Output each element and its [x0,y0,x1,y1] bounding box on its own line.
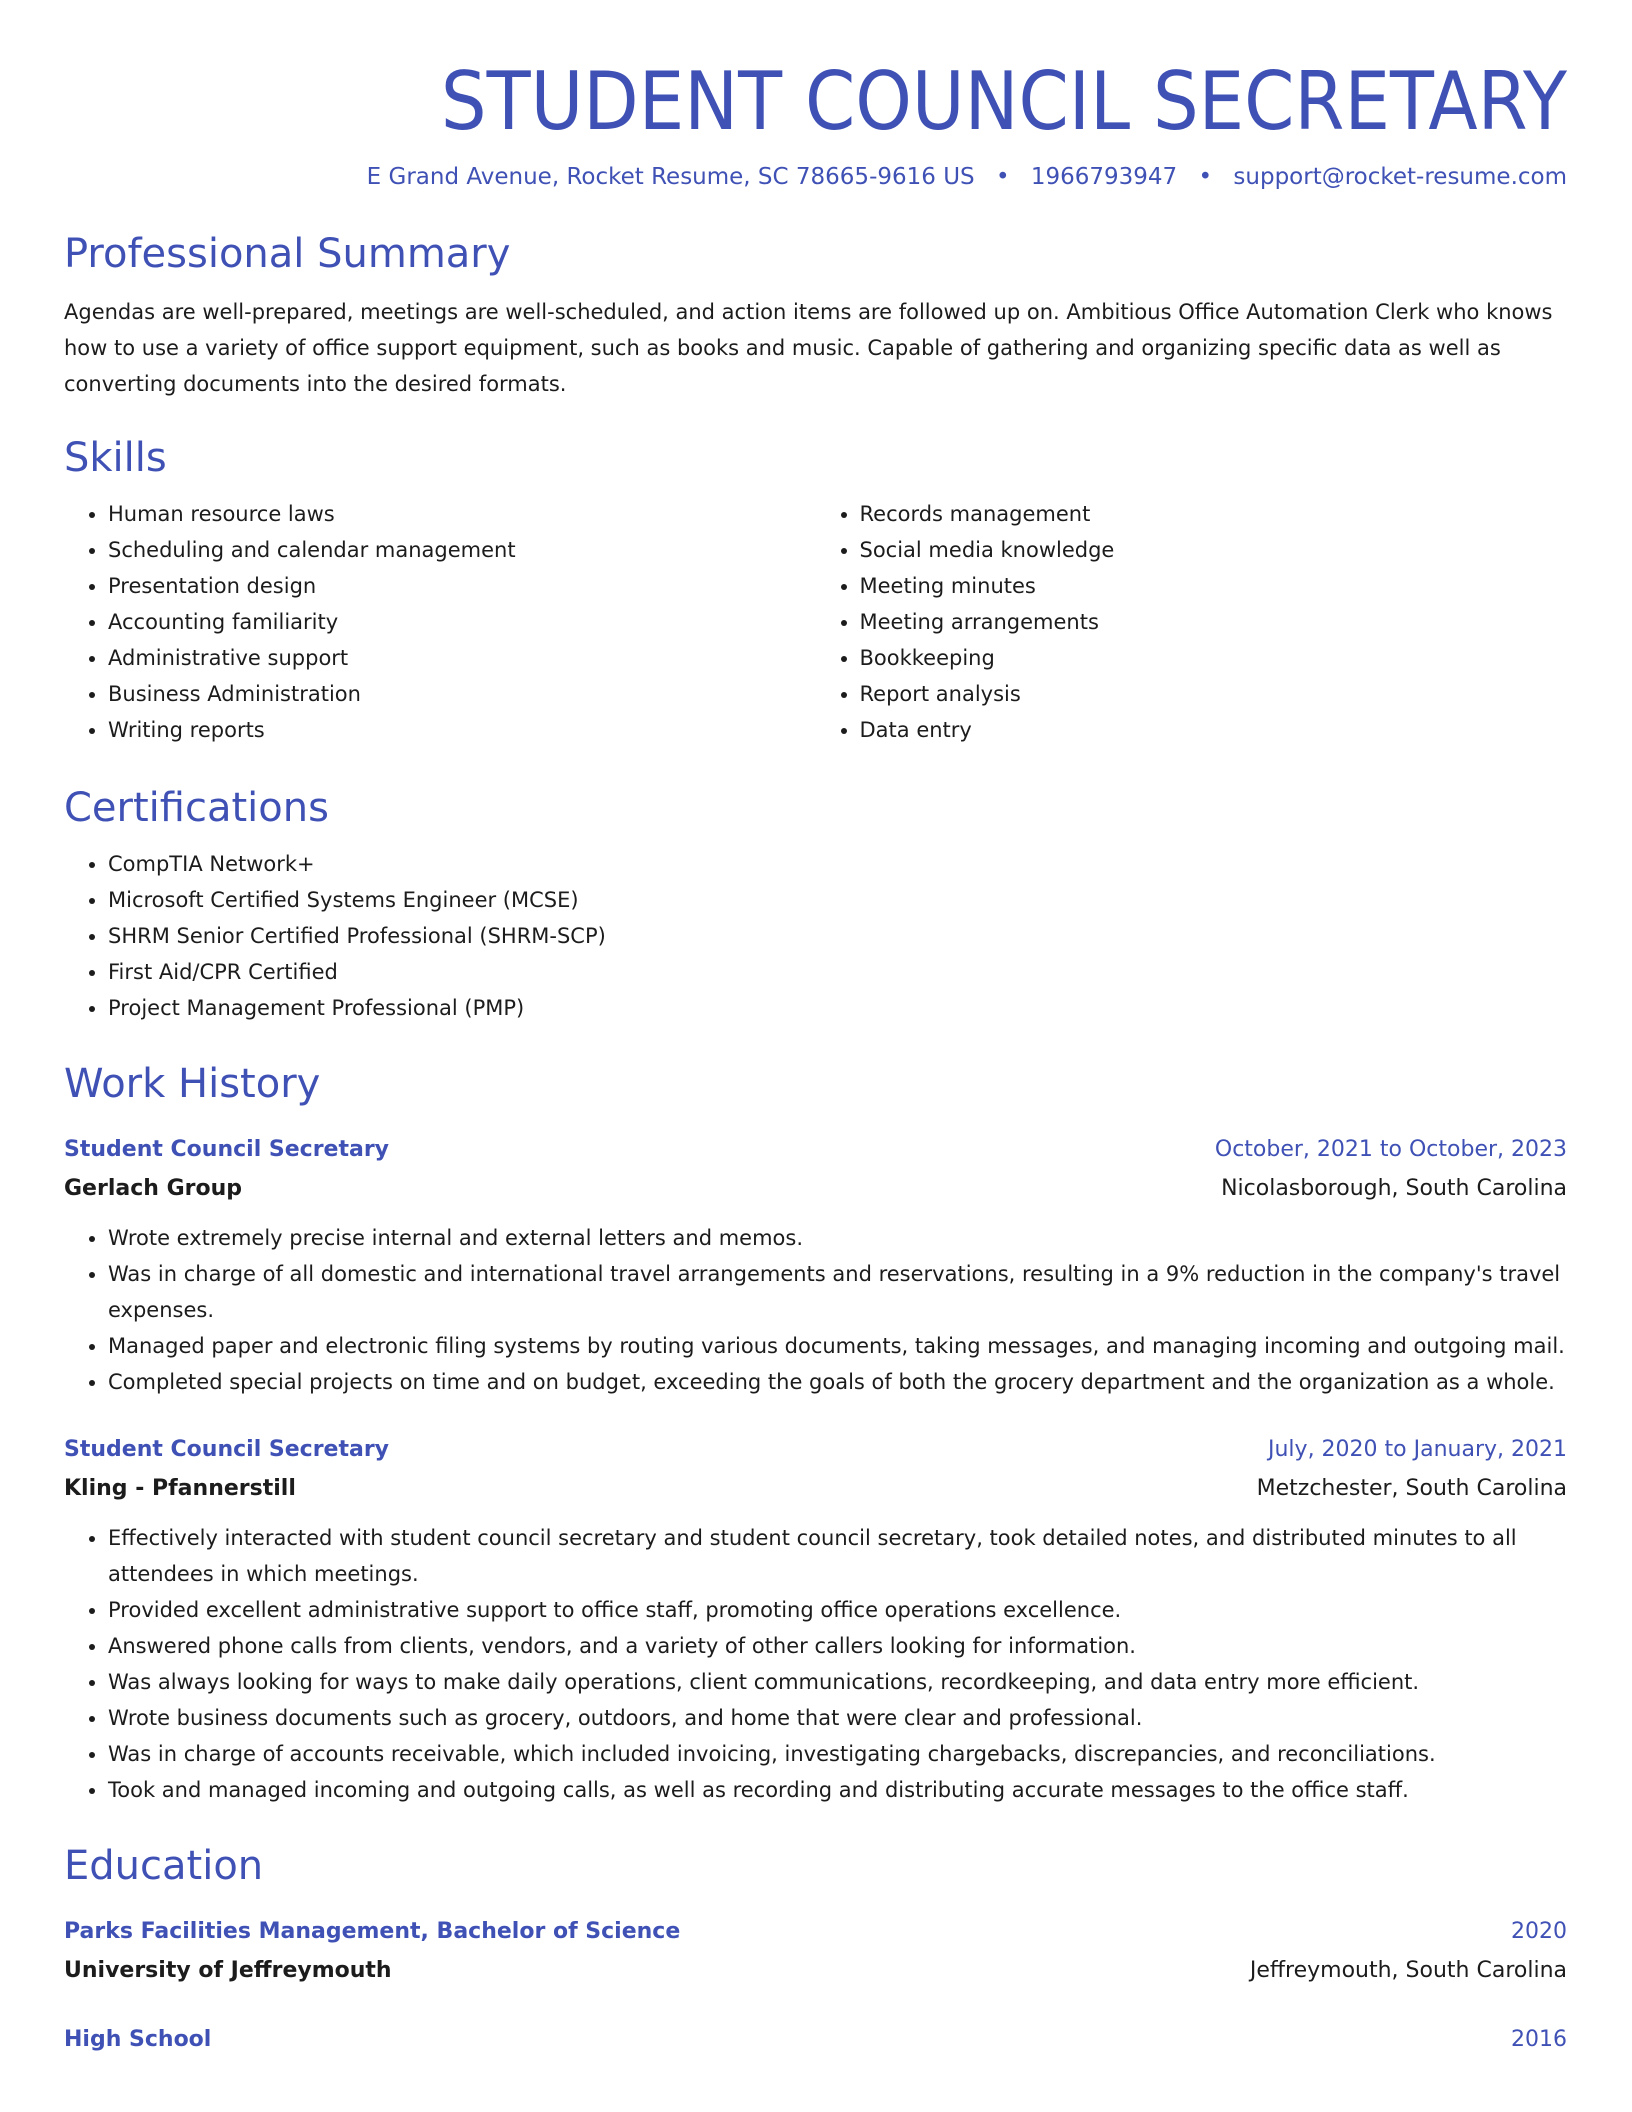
job-bullets [64,1520,1567,1808]
education-entry [64,1912,1567,1990]
skill-item: • Meeting minutes [860,568,1568,604]
contact-separator: • [1198,164,1213,190]
education-degree: Parks Facilities Management, Bachelor of Science [64,1919,681,1944]
summary-section [64,228,1567,402]
skill-item: • Human resource laws [108,496,816,532]
job-bullet: • Was in charge of all domestic and international travel arrangements and reservations, resulting in a 9% reduction in the company's travel expenses. [108,1256,1567,1328]
skill-item: • Data entry [860,712,1568,748]
skill-item: • Records management [860,496,1568,532]
education-degree: High School [64,2027,212,2052]
skill-item: • Accounting familiarity [108,604,816,640]
skill-item: • Bookkeeping [860,640,1568,676]
job-entry [64,1130,1567,1400]
education-school: University of Jeffreymouth [64,1958,392,1983]
skills-right-column [816,496,1568,748]
certification-item: • First Aid/CPR Certified [108,954,1567,990]
job-header-row [64,1430,1567,1470]
certifications-list [64,846,1567,1026]
job-location: Nicolasborough, South Carolina [1221,1176,1567,1201]
skill-item: • Social media knowledge [860,532,1568,568]
education-entry [64,2020,1567,2060]
summary-heading: Professional Summary [64,231,511,277]
job-dates: October, 2021 to October, 2023 [1214,1137,1567,1162]
job-bullet: • Was always looking for ways to make daily operations, client communications, recordkeeping, and data entry more efficient. [108,1664,1567,1700]
certification-item: • Microsoft Certified Systems Engineer (MCSE) [108,882,1567,918]
education-location: Jeffreymouth, South Carolina [1249,1958,1567,1983]
education-heading: Education [64,1843,264,1889]
skills-left-column [64,496,816,748]
skill-item: • Meeting arrangements [860,604,1568,640]
job-company-row [64,1170,1567,1208]
job-location: Metzchester, South Carolina [1256,1476,1567,1501]
job-title: Student Council Secretary [64,1137,390,1162]
work-history-section [64,1058,1567,1808]
job-company-row [64,1470,1567,1508]
skill-item: • Scheduling and calendar management [108,532,816,568]
job-bullet: • Managed paper and electronic filing systems by routing various documents, taking messages, and managing incoming and outgoing mail. [108,1328,1567,1364]
contact-separator: • [995,164,1010,190]
skills-heading: Skills [64,435,167,481]
skills-section [64,432,1567,748]
job-entry [64,1430,1567,1808]
contact-phone: 1966793947 [1030,164,1178,190]
education-school-row [64,1952,1567,1990]
work-history-heading: Work History [64,1061,321,1107]
certification-item: • CompTIA Network+ [108,846,1567,882]
job-bullet: • Provided excellent administrative support to office staff, promoting office operations excellence. [108,1592,1567,1628]
job-bullet: • Completed special projects on time and on budget, exceeding the goals of both the grocery department and the organization as a whole. [108,1364,1567,1400]
certification-item: • SHRM Senior Certified Professional (SHRM-SCP) [108,918,1567,954]
skills-grid [64,496,1567,748]
job-bullets [64,1220,1567,1400]
skill-item: • Report analysis [860,676,1568,712]
education-year: 2016 [1511,2027,1567,2052]
job-dates: July, 2020 to January, 2021 [1268,1437,1567,1462]
skill-item: • Writing reports [108,712,816,748]
contact-line [64,160,1567,194]
resume-header [64,0,1567,194]
job-bullet: • Answered phone calls from clients, vendors, and a variety of other callers looking for information. [108,1628,1567,1664]
education-header-row [64,2020,1567,2060]
job-company: Kling - Pfannerstill [64,1476,296,1501]
education-header-row [64,1912,1567,1952]
job-bullet: • Was in charge of accounts receivable, which included invoicing, investigating chargebacks, discrepancies, and reconciliations. [108,1736,1567,1772]
certification-item: • Project Management Professional (PMP) [108,990,1567,1026]
summary-text: Agendas are well-prepared, meetings are well-scheduled, and action items are followed up on. Ambitious Office Automation Clerk who knows how to use a variety of office support equipment, such as books and music. Capable of gathering and organizing specific data as well as converting documents into the desired formats. [64,300,1553,396]
job-header-row [64,1130,1567,1170]
contact-address: E Grand Avenue, Rocket Resume, SC 78665-9616 US [366,164,975,190]
education-year: 2020 [1511,1919,1567,1944]
skill-item: • Administrative support [108,640,816,676]
job-title: Student Council Secretary [64,1437,390,1462]
job-company: Gerlach Group [64,1176,243,1201]
contact-email: support@rocket-resume.com [1233,164,1567,190]
skill-item: • Presentation design [108,568,816,604]
education-section [64,1840,1567,2060]
candidate-name: STUDENT COUNCIL SECRETARY [440,55,1567,148]
skill-item: • Business Administration [108,676,816,712]
certifications-heading: Certifications [64,785,329,831]
resume-page [64,0,1567,2060]
job-bullet: • Wrote extremely precise internal and external letters and memos. [108,1220,1567,1256]
job-bullet: • Took and managed incoming and outgoing calls, as well as recording and distributing accurate messages to the office staff. [108,1772,1567,1808]
certifications-section [64,782,1567,1026]
job-bullet: • Effectively interacted with student council secretary and student council secretary, took detailed notes, and distributed minutes to all attendees in which meetings. [108,1520,1567,1592]
job-bullet: • Wrote business documents such as grocery, outdoors, and home that were clear and professional. [108,1700,1567,1736]
